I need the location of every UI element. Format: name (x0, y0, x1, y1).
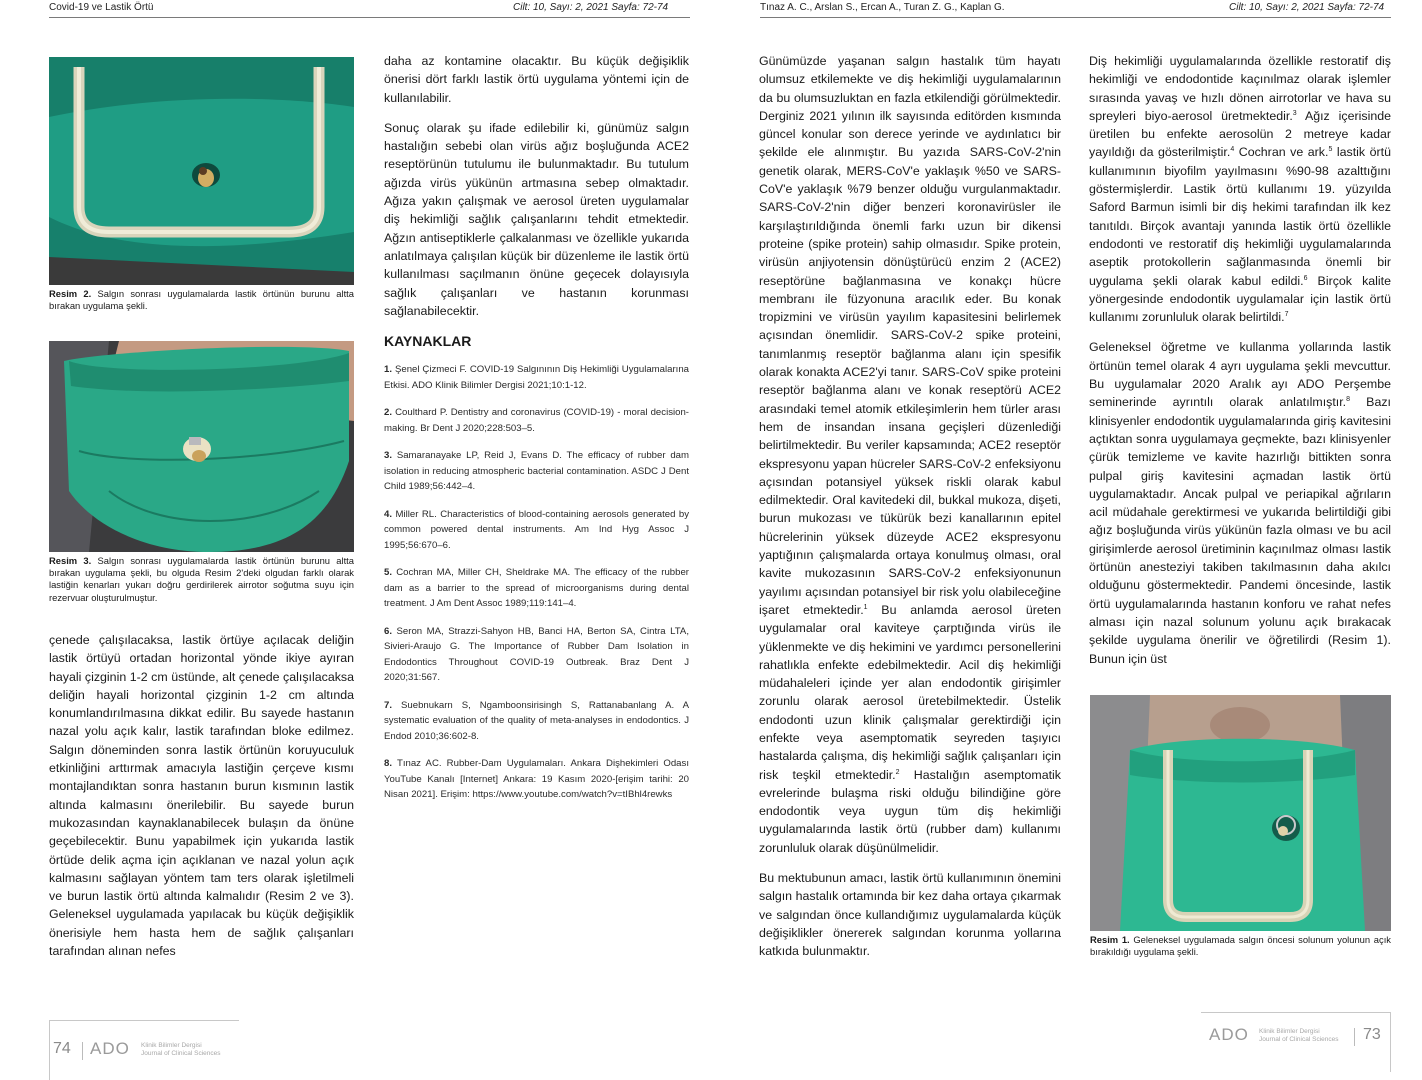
reference-item (384, 507, 689, 554)
right-page-col2-body (1089, 52, 1391, 680)
journal-name-en: Journal of Clinical Sciences (1259, 1035, 1339, 1043)
journal-logo: ADO (90, 1039, 130, 1058)
reference-number: 2. (384, 407, 393, 419)
figure-1-label: Resim 1. (1090, 934, 1130, 945)
header-rule (49, 17, 690, 18)
header-rule (760, 17, 1391, 18)
right-page-footer (711, 1012, 1422, 1072)
journal-name-tr: Klinik Bilimler Dergisi (1259, 1028, 1320, 1035)
journal-name (1259, 1028, 1338, 1043)
running-header-issue: Cilt: 10, Sayı: 2, 2021 Sayfa: 72-74 (1229, 2, 1385, 13)
journal-name (141, 1042, 220, 1057)
reference-item (384, 405, 689, 436)
reference-item (384, 565, 689, 612)
figure-3-label: Resim 3. (49, 555, 92, 566)
figure-3-caption (49, 555, 354, 604)
citation: 3 (1292, 109, 1297, 117)
citation: 7 (1284, 311, 1289, 319)
body-paragraph: Geleneksel öğretme ve kullanma yollarında lastik örtünün temel olarak 4 ayrı uygulama şekli mevcuttur. Bu uygulamalar 2020 Aralık ayı ADO Perşembe seminerinde ayrıntılı olarak anlatılmıştır.$^8$ Bazı klinisyenler endodontik uygulamalarında giriş kavitesini açtıktan sonra uygulamaya geçmekte, bazı klinisyenler çürük temizleme ve kavite hazırlığı bittikten sonra pulpal giriş kavitesini açmadan lastik örtü uygulamaktadır. Ancak pulpal ve periapikal ağrıların acil müdahale gerektirmesi ve yukarıda belirtildiği gibi ağız boşluğunda virüs yükünün fazla olması ve bu acil girişimlerde aerosol üretiminin kaçınılmaz olması lastik örtünün anesteziyi takiben takılmasının daha akılcı olduğunu göstermektedir. Pandemi öncesinde, lastik örtü uygulamalarında hastanın konforu ve rahat nefes alması için nazal solunum yolunu açık bırakacak şekilde uygulama önerilir ve öğretilirdi (Resim 1). Bunun için üst (1089, 340, 1391, 666)
journal-name-en: Journal of Clinical Sciences (141, 1049, 221, 1057)
reference-item (384, 756, 689, 803)
reference-number: 4. (384, 508, 393, 520)
page-number: 74 (53, 1040, 71, 1057)
figure-3-photo (49, 341, 354, 552)
citation: 6 (1303, 274, 1308, 282)
reference-item (384, 362, 689, 393)
rubber-dam-photo-closeup (49, 57, 354, 285)
figure-3-text: Salgın sonrası uygulamalarda lastik örtünün burunu altta bırakan uygulama şekli, bu olguda Resim 2'deki olgudan farklı olarak lastiğin kenarları yukarı doğru gerdirilerek airrotor soğutma suyu için rezervuar oluşturulmuştur. (49, 555, 355, 603)
reference-text: Cochran MA, Miller CH, Sheldrake MA. The efficacy of the rubber dam as a barrier to the spread of microorganisms during dental treatment. J Am Dent Assoc 1989;119:141–4. (384, 567, 689, 610)
reference-text: Coulthard P. Dentistry and coronavirus (COVID-19) - moral decision-making. Br Dent J 2020;228:503–5. (384, 407, 689, 434)
right-page-col1-body (759, 52, 1061, 973)
figure-1-caption (1090, 934, 1391, 958)
citation: 1 (863, 603, 868, 611)
figure-1-text: Geleneksel uygulamada salgın öncesi solunum yolunun açık bırakıldığı uygulama şekli. (1090, 934, 1391, 958)
left-page-col2-body (384, 52, 689, 815)
aim-paragraph: Bu mektubunun amacı, lastik örtü kullanımının önemini salgın hastalık ortamında bir kez daha ortaya çıkarmak ve salgından önce kullandığımız uygulamalarda küçük değişiklikler önererek salgından korunma yollarına katkıda bulunmaktır. (759, 871, 1061, 959)
journal-logo: ADO (1209, 1025, 1249, 1044)
page-number: 73 (1363, 1026, 1381, 1043)
reference-text: Samaranayake LP, Reid J, Evans D. The efficacy of rubber dam isolation in reducing atmospheric bacterial contamination. ASDC J Dent Child 1989;56:442–4. (384, 450, 689, 493)
reference-number: 1. (384, 364, 393, 376)
left-page-col1-body (49, 631, 354, 972)
reference-number: 7. (384, 699, 393, 711)
reference-number: 8. (384, 758, 393, 770)
references-heading: KAYNAKLAR (384, 333, 472, 350)
right-page (711, 0, 1422, 1080)
running-header-issue: Cilt: 10, Sayı: 2, 2021 Sayfa: 72-74 (513, 2, 669, 13)
reference-list (384, 362, 689, 803)
left-page-footer (0, 1020, 711, 1080)
reference-item (384, 624, 689, 686)
running-header-authors: Tınaz A. C., Arslan S., Ercan A., Turan Z. G., Kaplan G. (760, 2, 1005, 13)
reference-text: Seron MA, Strazzi-Sahyon HB, Banci HA, Berton SA, Cintra LTA, Sivieri-Araujo G. The Importance of Rubber Dam Isolation in Endodontics Throughout COVID-19 Outbreak. Braz Dent J 2020;31:567. (384, 625, 689, 684)
running-header-title: Covid-19 ve Lastik Örtü (49, 2, 154, 13)
body-paragraph: Diş hekimliği uygulamalarında özellikle restoratif diş hekimliği ve endodontide kaçınılmaz olarak işlemler sırasında yavaş ve hızlı dönen airrotorlar ve hava su spreyleri biyo-aerosol üretmektedir.$^3$ Ağız içerisinde üretilen bu enfekte aerosolün 2 metreye kadar yayıldığı da gösterilmiştir.$^4$ Cochran ve ark.$^5$ lastik örtü kullanımının biyofilm yayılmasını %90-98 azalttığını göstermişlerdir. Lastik örtü kullanımı 19. yüzyılda Saford Barmun isimli bir diş hekimi tarafından ilk kez tanıtıldı. Birçok avantajı yanında lastik örtü özellikle endodonti ve restoratif diş hekimliği uygulamalarında aseptik protokollerin sağlanmasında önemli bir uygulama şekli olarak kabul edildi.$^6$ Birçok kalite yönergesinde endodontik uygulamalar için lastik örtü kullanımı zorunluluk olarak belirtildi.$^7$ (1089, 54, 1392, 325)
body-paragraph: çenede çalışılacaksa, lastik örtüye açılacak deliğin lastik örtüyü ortadan horizontal yönde ikiye ayıran hayali çizginin 1-2 cm üstünde, alt çenede çalışılacaksa deliğin hayali horizontal çizginin 1-2 cm altında konumlandırılmasına dikkat edilir. Bu sayede hastanın nazal yolu açık kalır, lastik tarafından bloke edilmez. Salgın döneminden sonra lastik örtünün koruyuculuk etkinliğini arttırmak amacıyla lastiğin çerçeve kısmı montajlandıktan sonra hastanın burun kısmının lastik altında kalmasını önerilebilir. Bu sayede burun mukozasından kaynaklanabilecek bulaşın da önüne geçebilecektir. Bunu yapabilmek için yukarıda lastik örtüde delik açma için açıklanan ve nazal yolun açık kalmasını sağlayan yöntem tam ters olarak işletilmeli ve burun lastik örtü altında kalmalıdır (Resim 2 ve 3). Geleneksel uygulamada yapılacak bu küçük değişiklik önerisiyle hem hasta hem de sağlık çalışanları tarafından alınan nefes (49, 633, 354, 959)
figure-2-label: Resim 2. (49, 288, 92, 299)
figure-2-caption (49, 288, 354, 312)
citation: 8 (1346, 396, 1351, 404)
body-paragraph: daha az kontamine olacaktır. Bu küçük değişiklik önerisi dört farklı lastik örtü uygulama yöntemi için de kullanılabilir. (384, 54, 689, 105)
reference-number: 5. (384, 567, 393, 579)
figure-2-photo (49, 57, 354, 285)
conclusion-paragraph: Sonuç olarak şu ifade edilebilir ki, günümüz salgın hastalığın sebebi olan virüs ağız boşluğunda ACE2 reseptörünün tutulumu ile bulunmaktadır. Bu tutulum ağızda virüs yükünün artmasına sebep olmaktadır. Ağıza yakın çalışmak ve aerosol üreten uygulamalar diş hekimliği sağlık çalışanlarını tehdit etmektedir. Ağzın antiseptiklerle çalkalanması ve özellikle yukarıda anlatılmaya çalışılan küçük bir düzenleme ile lastik örtü kullanılması saçılmanın önüne geçecek dolayısıyla sağlık çalışanları ve hastanın korunması sağlanabilecektir. (384, 120, 689, 318)
intro-paragraph: Günümüzde yaşanan salgın hastalık tüm hayatı olumsuz etkilemekte ve diş hekimliği uygulamalarının da bu olumsuzluktan en fazla etkilendiği görülmektedir. Derginiz 2021 yılının ilk sayısında editörden kısmında güncel konular son derece yerinde ve aydınlatıcı bir şekilde ele alınmıştır. Bu yazıda SARS-CoV-2'nin genetik olarak, MERS-CoV'e yaklaşık %50 ve SARS-CoV'e yaklaşık %79 benzer olduğu vurgulanmaktadır. SARS-CoV-2'nin diğer benzeri koronavirüsler ile karşılaştırıldığında önemli farkı uzun bir dikensi proteine (spike protein) sahip olmasıdır. Spike protein, virüsün anjiyotensin dönüştürücü enzim 2 (ACE2) reseptörüne bağlanmasına ve konakçı hücre membranı ile füzyonuna aracılık eder. Bu konak tropizmini ve virüsün yayılım kapasitesini belirlemek açısından önemlidir. SARS-CoV-2 spike proteini, tanımlanmış reseptör bağlanma alanı için spesifik olarak konakta ACE2'yi tanır. SARS-CoV spike proteini reseptör bağlanma alanı ve konak reseptörü ACE2 arasındaki temel atomik etkileşimlerin hem türler arası hem de insandan insana geçişleri düzenlediği belirtilmektedir. Bu veriler kapsamında; ACE2 reseptör ekspresyonu yapan hücreler SARS-CoV-2 enfeksiyonu açısından potansiyel yüksek riskli olarak kabul edilmektedir. Oral kavitedeki dil, bukkal mukoza, dişeti, burun mukozası ve tükürük bezi kanallarının epitel hücrelerinin yüksek düzeyde ACE2 ekspresyonu yaptığının çalışmalarda ortaya konulmuş olması, oral kavite mukozasının SARS-CoV-2 enfeksiyonunun yayılımı açısından potansiyel bir risk yolu olabileceğine işaret etmektedir.$^1$ Bu anlamda aerosol üreten uygulamalar oral kaviteye çarptığında virüs ile yüklenmekte ve diş hekimini ve yardımcı personellerini rahatlıkla enfekte edebilmektedir. Acil diş hekimliği müdahaleleri içinde yer alan endodontik girişimler zorunlu olarak aerosol üretebilmektedir. Üstelik endodonti uzun klinik çalışmalar gerektirdiği için enfekte veya asemptomatik seyreden taşıyıcı hastalarda çalışma, diş hekimliği sağlık çalışanları için risk teşkil etmektedir.$^2$ Hastalığın asemptomatik evrelerinde bulaşma riski olduğu bilindiğine göre endodontik veya uygun tüm diş hekimliği uygulamalarında lastik örtü (rubber dam) kullanımı zorunluluk olarak düşünülmelidir. (759, 54, 1061, 855)
rubber-dam-photo-face (49, 341, 354, 552)
figure-2-text: Salgın sonrası uygulamalarda lastik örtünün burunu altta bırakan uygulama şekli. (49, 288, 355, 312)
reference-text: Miller RL. Characteristics of blood-containing aerosols generated by common powered dental instruments. Am Ind Hyg Assoc J 1995;56:670–6. (384, 508, 689, 551)
reference-item (384, 448, 689, 495)
figure-1-photo (1090, 695, 1391, 931)
citation: 5 (1328, 146, 1333, 154)
journal-name-tr: Klinik Bilimler Dergisi (141, 1042, 202, 1049)
reference-text: Suebnukarn S, Ngamboonsirisingh S, Rattanabanlang A. A systematic evaluation of the quality of meta-analyses in endodontics. J Endod 2010;36:602-8. (384, 699, 689, 742)
citation: 2 (895, 768, 900, 776)
citation: 4 (1230, 146, 1235, 154)
reference-text: Tınaz AC. Rubber-Dam Uygulamaları. Ankara Dişhekimleri Odası YouTube Kanalı [Internet] Ankara: 19 Kasım 2020-[erişim tarihi: 20 Nisan 2021]. Erişim: https://www.youtube.com/watch?v=tIBhl4rewks (384, 758, 689, 801)
reference-item (384, 698, 689, 745)
reference-number: 3. (384, 450, 393, 462)
rubber-dam-photo-nose-open (1090, 695, 1391, 931)
reference-text: Şenel Çizmeci F. COVID-19 Salgınının Diş Hekimliği Uygulamalarına Etkisi. ADO Klinik Bilimler Dergisi 2021;10:1-12. (384, 364, 689, 391)
reference-number: 6. (384, 625, 393, 637)
